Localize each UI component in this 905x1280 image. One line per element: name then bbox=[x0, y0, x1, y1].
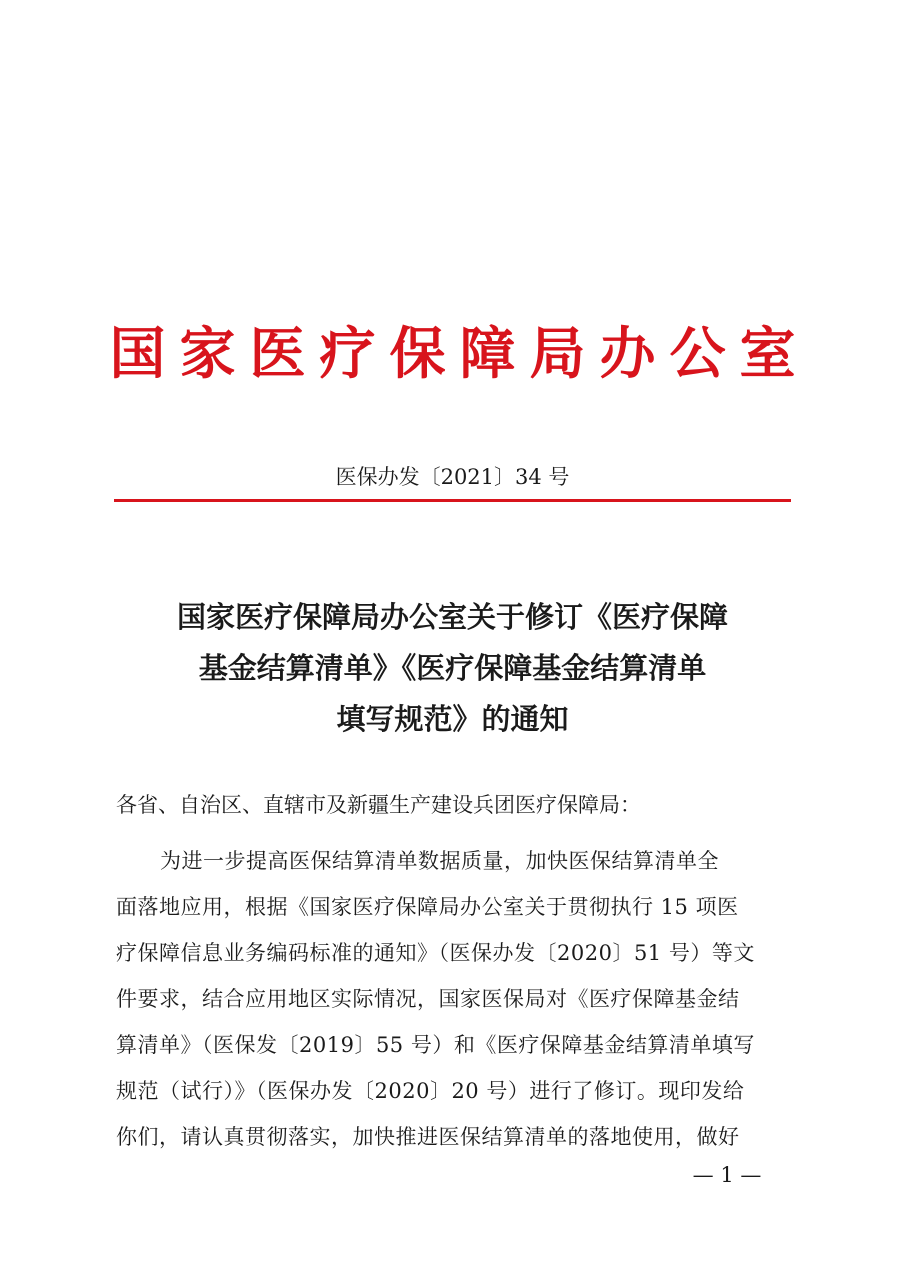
salutation: 各省、自治区、直辖市及新疆生产建设兵团医疗保障局： bbox=[116, 793, 641, 817]
document-number: 医保办发〔2021〕34 号 bbox=[335, 465, 570, 489]
body-line: 面落地应用，根据《国家医疗保障局办公室关于贯彻执行 15 项医 bbox=[116, 895, 739, 919]
document-title-line: 填写规范》的通知 bbox=[336, 702, 569, 736]
body-line: 规范（试行）》（医保办发〔2020〕20 号）进行了修订。现印发给 bbox=[116, 1079, 745, 1103]
body-line: 疗保障信息业务编码标准的通知》（医保办发〔2020〕51 号）等文 bbox=[116, 941, 755, 965]
issuer-header-title: 国家医疗保障局办公室 bbox=[109, 321, 810, 387]
body-line: 件要求，结合应用地区实际情况，国家医保局对《医疗保障基金结 bbox=[116, 987, 740, 1011]
red-divider-rule bbox=[114, 499, 791, 502]
body-line: 你们，请认真贯彻落实，加快推进医保结算清单的落地使用，做好 bbox=[116, 1125, 740, 1149]
body-line: 算清单》（医保发〔2019〕55 号）和《医疗保障基金结算清单填写 bbox=[116, 1033, 755, 1057]
document-title bbox=[100, 592, 805, 745]
body-line: 为进一步提高医保结算清单数据质量，加快医保结算清单全 bbox=[160, 849, 719, 873]
document-title-line: 基金结算清单》《医疗保障基金结算清单 bbox=[198, 651, 707, 685]
body-paragraph bbox=[116, 838, 796, 1160]
page-number: — 1 — bbox=[692, 1163, 762, 1187]
document-title-line: 国家医疗保障局办公室关于修订《医疗保障 bbox=[176, 600, 728, 634]
